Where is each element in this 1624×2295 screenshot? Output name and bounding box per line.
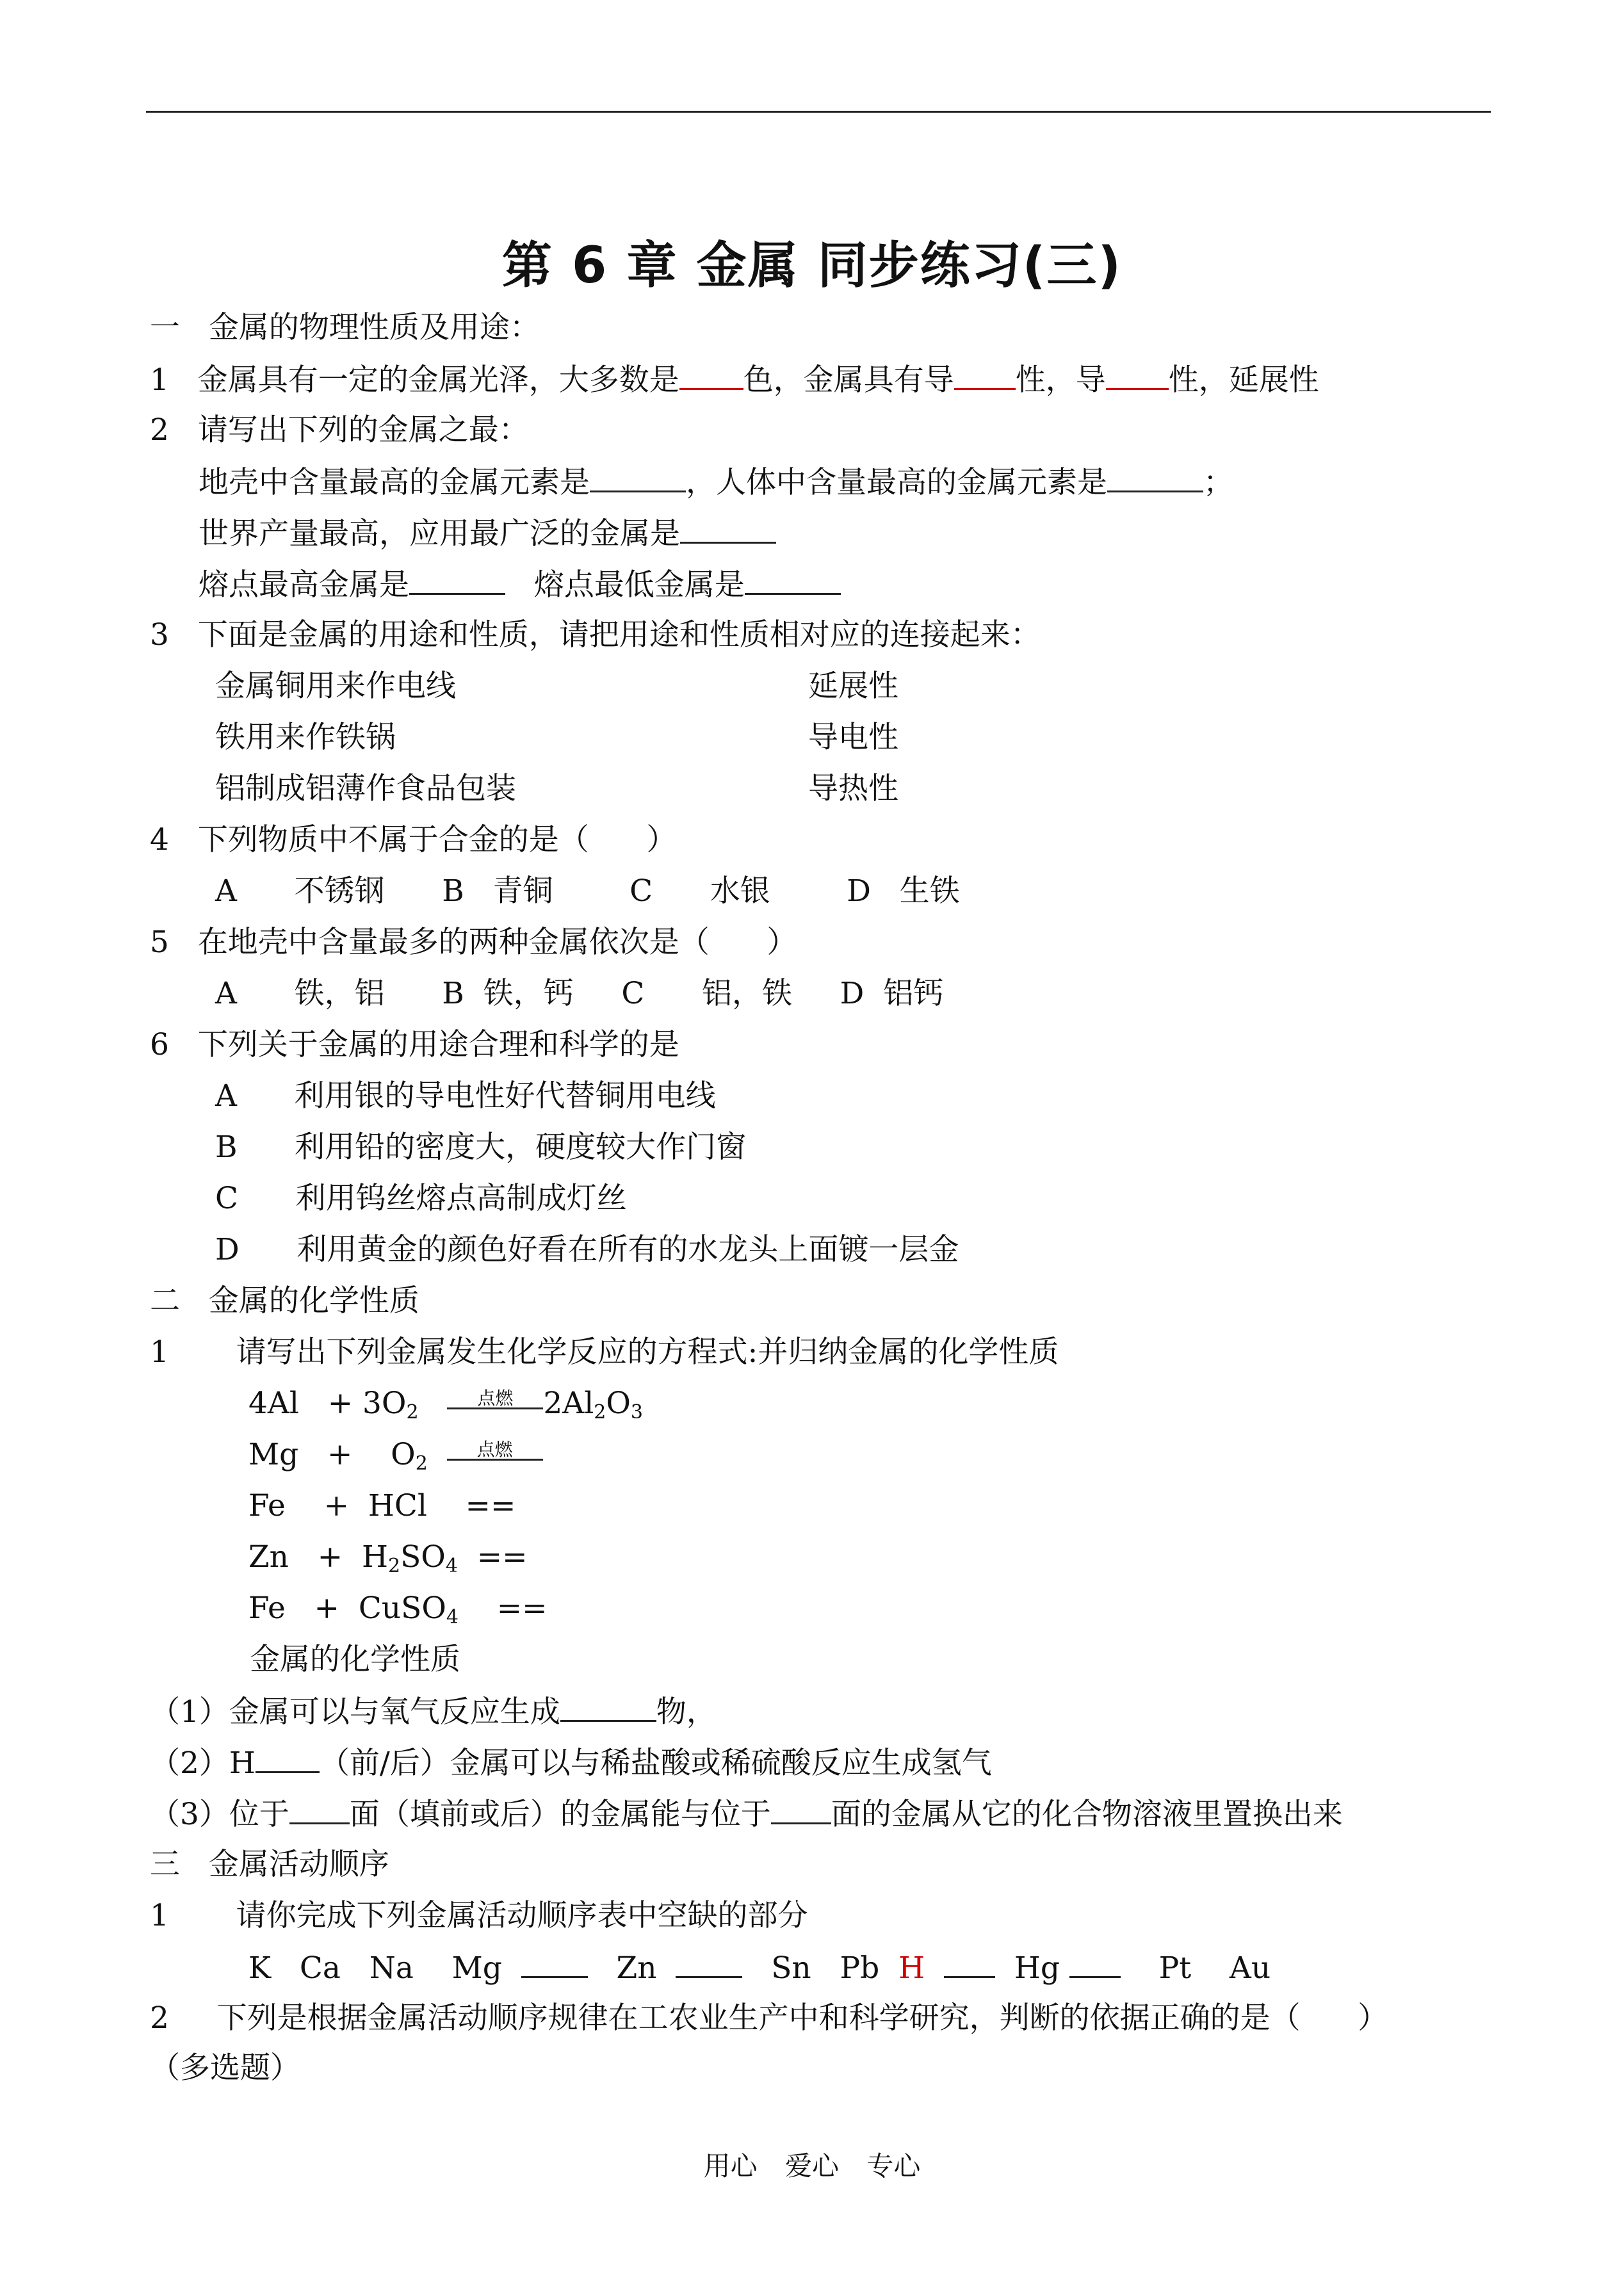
equation-2: Mg + $O_2$ 点燃 [248,1436,543,1483]
answer-blank[interactable] [409,565,505,595]
question-3: 3 下面是金属的用途和性质，请把用途和性质相对应的连接起来： [150,617,1041,653]
answer-blank[interactable] [521,1948,588,1978]
question-4: 4 下列物质中不属于合金的是（ ） [150,822,677,857]
property-item-3: 导热性 [808,771,898,806]
question-1: 1 金属具有一定的金属光泽，大多数是 色，金属具有导 性，导 性，延展性 [150,360,1319,400]
property-2: （2）H （前/后）金属可以与稀盐酸或稀硫酸反应生成氢气 [150,1743,992,1783]
question-2: 2 请写出下列的金属之最： [150,412,529,448]
page-title: 第 6 章 金属 同步练习(三) [501,237,1123,295]
use-item-3: 铝制成铝薄作食品包装 [215,771,516,806]
answer-blank[interactable] [560,1692,656,1722]
use-item-2: 铁用来作铁锅 [215,720,396,755]
answer-blank[interactable] [679,360,743,390]
property-item-1: 延展性 [808,669,898,704]
section-3-question-2: 2 下列是根据金属活动顺序规律在工农业生产中和科学研究，判断的依据正确的是（ ） [150,2000,1388,2036]
question-6-option-d: D 利用黄金的颜色好看在所有的水龙头上面镀一层金 [215,1232,959,1267]
answer-blank[interactable] [676,1948,742,1978]
section-2-question-1: 1 请写出下列金属发生化学反应的方程式:并归纳金属的化学性质 [150,1334,1059,1370]
reaction-arrow: 点燃 [447,1439,543,1461]
answer-blank[interactable] [590,462,686,492]
question-2-line-1: 地壳中含量最高的金属元素是 ，人体中含量最高的金属元素是 ； [199,462,1233,502]
answer-blank[interactable] [771,1794,831,1824]
section-3-question-1: 1 请你完成下列金属活动顺序表中空缺的部分 [150,1898,808,1933]
activity-series: K Ca Na Mg Zn Sn Pb H Hg Pt Au [248,1948,1271,1988]
section-1-heading: 一 金属的物理性质及用途： [150,310,540,345]
answer-blank[interactable] [256,1743,320,1773]
answer-blank[interactable] [1069,1948,1121,1978]
property-3: （3）位于 面（填前或后）的金属能与位于 面的金属从它的化合物溶液里置换出来 [150,1794,1343,1834]
section-2-heading: 二 金属的化学性质 [150,1283,419,1318]
question-6-option-a: A 利用银的导电性好代替铜用电线 [215,1078,716,1114]
equation-1: $4Al + 3O_2$ 点燃 $2Al_2O_3$ [248,1386,643,1423]
question-6-option-b: B 利用铅的密度大，硬度较大作门窗 [215,1130,747,1165]
question-2-line-3: 熔点最高金属是 熔点最低金属是 [199,565,841,604]
answer-blank[interactable] [745,565,841,595]
header-rule [146,111,1491,113]
chemical-properties-heading: 金属的化学性质 [250,1642,460,1677]
multi-select-note: （多选题） [150,2050,300,2086]
equation-4: $Zn + H_2SO_4$ == [248,1539,528,1577]
answer-blank[interactable] [289,1794,350,1824]
hydrogen-marker: H [898,1950,925,1986]
answer-blank[interactable] [680,514,776,544]
equation-5: Fe + CuSO$_4$ == [248,1591,548,1628]
question-5: 5 在地壳中含量最多的两种金属依次是（ ） [150,925,797,960]
property-1: （1）金属可以与氧气反应生成 物， [150,1692,717,1731]
answer-blank[interactable] [944,1948,995,1978]
answer-blank[interactable] [954,360,1016,390]
equation-3: Fe + HCl == [248,1488,516,1523]
answer-blank[interactable] [1107,462,1203,492]
question-4-options: A 不锈钢 B 青铜 C 水银 D 生铁 [215,873,960,909]
answer-blank[interactable] [1106,360,1169,390]
question-6: 6 下列关于金属的用途合理和科学的是 [150,1027,679,1062]
section-3-heading: 三 金属活动顺序 [150,1847,389,1882]
question-2-line-2: 世界产量最高，应用最广泛的金属是 [199,514,776,553]
question-5-options: A 铁，铝 B 铁，钙 C 铝，铁 D 铝钙 [215,976,944,1011]
property-item-2: 导电性 [808,720,898,755]
use-item-1: 金属铜用来作电线 [215,669,456,704]
question-6-option-c: C 利用钨丝熔点高制成灯丝 [215,1181,627,1216]
page-footer: 用心 爱心 专心 [703,2150,921,2182]
reaction-arrow: 点燃 [447,1388,543,1409]
